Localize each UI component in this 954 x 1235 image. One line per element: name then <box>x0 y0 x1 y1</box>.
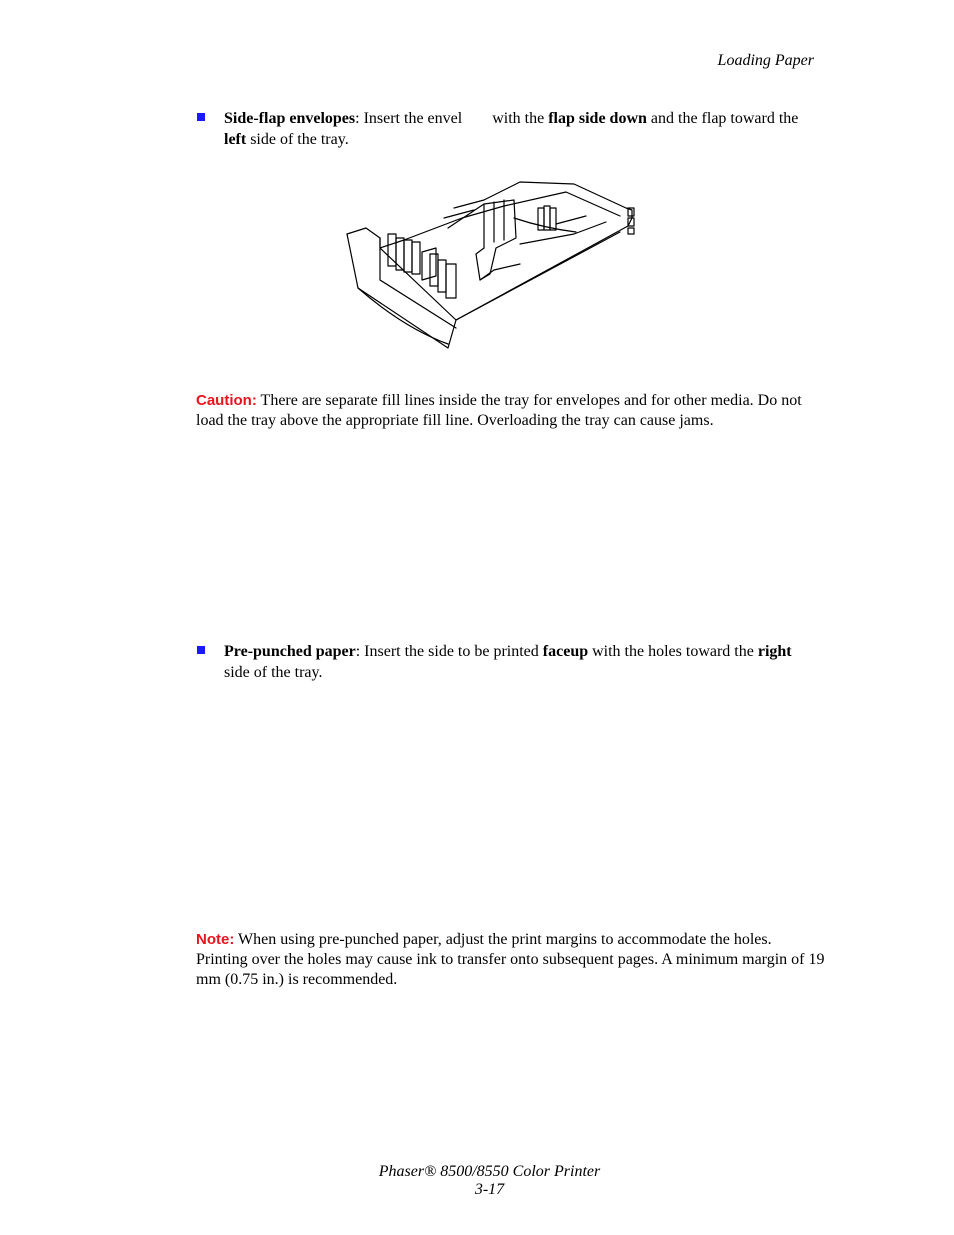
bullet-text: Side-flap envelopes: Insert the envel with the flap side down and the flap toward the left side of the tray. <box>224 110 799 148</box>
square-bullet-icon <box>197 113 205 121</box>
term-pre-punched-paper: Pre-punched paper <box>224 643 356 660</box>
note-label: Note: <box>196 931 235 948</box>
bullet-pre-punched-paper <box>197 641 817 683</box>
tray-envelope-illustration <box>344 178 638 352</box>
caution-label: Caution: <box>196 392 257 409</box>
bullet-text: Pre-punched paper: Insert the side to be printed faceup with the holes toward the right side of the tray. <box>224 643 792 681</box>
note-text: When using pre-punched paper, adjust the print margins to accommodate the holes. Printing over the holes may cause ink to transfer onto subsequent pages. A minimum margin of 19 mm (0.75 in.) is recommended. <box>196 931 825 988</box>
running-header: Loading Paper <box>717 52 814 69</box>
page-footer <box>0 1163 954 1199</box>
term-side-flap-envelopes: Side-flap envelopes <box>224 110 356 127</box>
bullet-side-flap-envelopes <box>197 108 817 150</box>
caution-paragraph <box>196 391 826 431</box>
page-number: 3-17 <box>474 1181 505 1198</box>
note-paragraph <box>196 930 826 990</box>
footer-product: Phaser® 8500/8550 Color Printer <box>378 1163 601 1180</box>
caution-text: There are separate fill lines inside the tray for envelopes and for other media. Do not load the tray above the appropriate fill line. Overloading the tray can cause jams. <box>196 392 802 429</box>
square-bullet-icon <box>197 646 205 654</box>
